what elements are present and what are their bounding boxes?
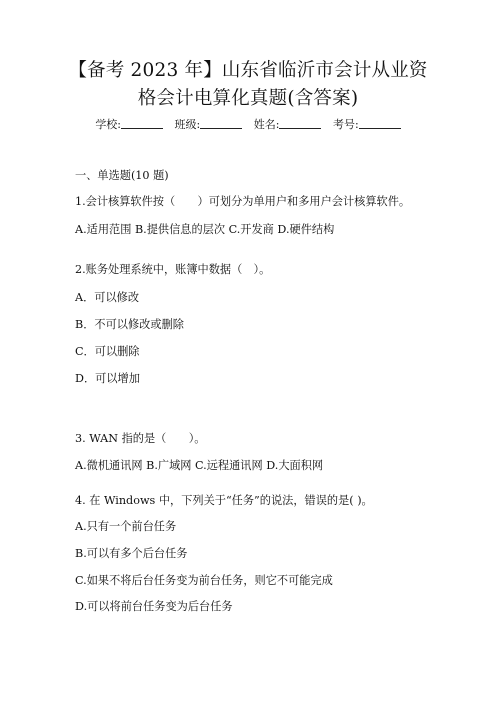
question-4-option-c: C.如果不将后台任务变为前台任务，则它不可能完成 <box>75 574 333 587</box>
student-info-line <box>0 117 496 133</box>
question-2-stem: 2.账务处理系统中，账簿中数据（ ）。 <box>75 263 271 276</box>
question-1-options: A.适用范围 B.提供信息的层次 C.开发商 D.硬件结构 <box>75 223 335 236</box>
question-2-option-a: A．可以修改 <box>75 291 140 304</box>
question-3-stem: 3. WAN 指的是（ ）。 <box>75 432 206 445</box>
document-title-line-2: 格会计电算化真题(含答案) <box>137 88 359 109</box>
section-heading: 一、单选题(10 题) <box>75 169 169 182</box>
school-blank <box>121 128 163 129</box>
name-field: 姓名: <box>254 118 322 131</box>
question-1-stem: 1.会计核算软件按（ ）可划分为单用户和多用户会计核算软件。 <box>75 195 411 208</box>
question-2-option-b: B．不可以修改或删除 <box>75 318 184 331</box>
question-4-option-b: B.可以有多个后台任务 <box>75 547 188 560</box>
question-4-stem: 4. 在 Windows 中，下列关于“任务”的说法，错误的是( )。 <box>75 494 373 507</box>
document-title-line-1: 【备考 2023 年】山东省临沂市会计从业资 <box>68 60 428 81</box>
class-field: 班级: <box>175 118 243 131</box>
name-blank <box>279 128 321 129</box>
question-4-option-a: A.只有一个前台任务 <box>75 520 177 533</box>
question-4-option-d: D.可以将前台任务变为后台任务 <box>75 600 233 613</box>
question-2-option-c: C．可以删除 <box>75 345 140 358</box>
class-blank <box>200 128 242 129</box>
question-3-options: A.微机通讯网 B.广域网 C.远程通讯网 D.大面积网 <box>75 459 324 472</box>
question-2-option-d: D．可以增加 <box>75 372 140 385</box>
school-field: 学校: <box>95 118 163 131</box>
exam-number-blank <box>359 128 401 129</box>
exam-number-field: 考号: <box>333 118 401 131</box>
